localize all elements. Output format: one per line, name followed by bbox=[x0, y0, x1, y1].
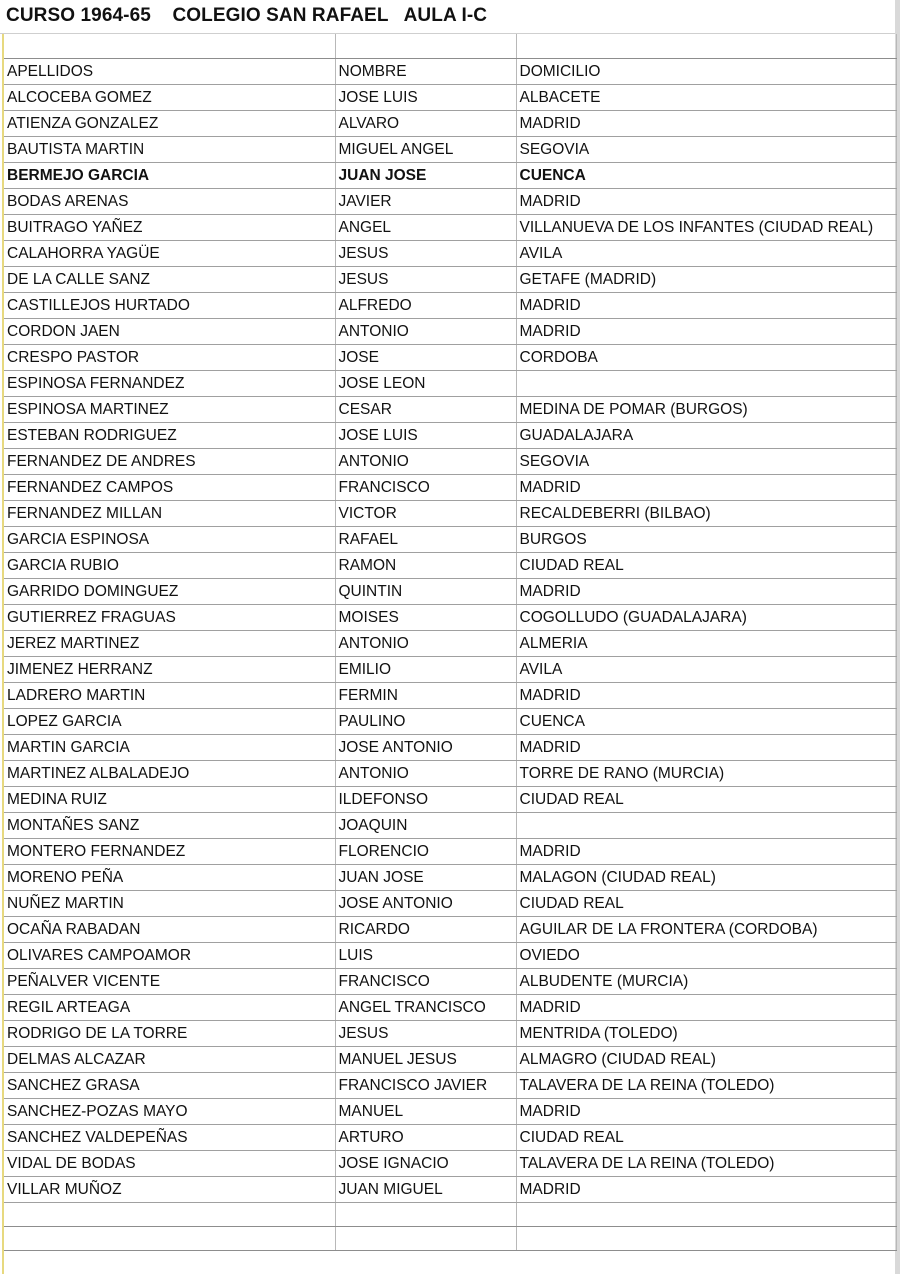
sheet-title-bar bbox=[0, 0, 900, 34]
apellidos-cell[interactable]: GUTIERREZ FRAGUAS bbox=[4, 604, 335, 630]
nombre-cell[interactable]: LUIS bbox=[335, 942, 516, 968]
nombre-cell[interactable]: FLORENCIO bbox=[335, 838, 516, 864]
table-row bbox=[4, 656, 896, 682]
domicilio-cell[interactable]: ALBUDENTE (MURCIA) bbox=[516, 968, 896, 994]
apellidos-cell[interactable]: VILLAR MUÑOZ bbox=[4, 1176, 335, 1202]
table-row bbox=[4, 188, 896, 214]
domicilio-cell[interactable]: MADRID bbox=[516, 682, 896, 708]
table-row bbox=[4, 240, 896, 266]
nombre-cell[interactable]: EMILIO bbox=[335, 656, 516, 682]
nombre-cell[interactable]: RICARDO bbox=[335, 916, 516, 942]
domicilio-cell[interactable]: MADRID bbox=[516, 292, 896, 318]
domicilio-cell[interactable] bbox=[516, 370, 896, 396]
apellidos-cell[interactable]: CORDON JAEN bbox=[4, 318, 335, 344]
table-row bbox=[4, 1176, 896, 1202]
table-row bbox=[4, 1072, 896, 1098]
student-table bbox=[4, 34, 897, 1251]
domicilio-cell[interactable]: CIUDAD REAL bbox=[516, 1124, 896, 1150]
domicilio-cell[interactable]: TALAVERA DE LA REINA (TOLEDO) bbox=[516, 1150, 896, 1176]
empty-cell[interactable] bbox=[335, 1202, 516, 1226]
table-row bbox=[4, 552, 896, 578]
nombre-cell[interactable]: JUAN JOSE bbox=[335, 864, 516, 890]
apellidos-cell[interactable]: REGIL ARTEAGA bbox=[4, 994, 335, 1020]
table-row bbox=[4, 1020, 896, 1046]
apellidos-cell[interactable]: SANCHEZ GRASA bbox=[4, 1072, 335, 1098]
nombre-cell[interactable]: JUAN JOSE bbox=[335, 162, 516, 188]
apellidos-cell[interactable]: MORENO PEÑA bbox=[4, 864, 335, 890]
nombre-cell[interactable]: JOSE LEON bbox=[335, 370, 516, 396]
nombre-cell[interactable]: ANTONIO bbox=[335, 760, 516, 786]
apellidos-cell[interactable]: GARCIA RUBIO bbox=[4, 552, 335, 578]
domicilio-cell[interactable]: COGOLLUDO (GUADALAJARA) bbox=[516, 604, 896, 630]
apellidos-cell[interactable]: BERMEJO GARCIA bbox=[4, 162, 335, 188]
domicilio-cell[interactable]: AVILA bbox=[516, 656, 896, 682]
nombre-cell[interactable]: VICTOR bbox=[335, 500, 516, 526]
domicilio-cell[interactable]: MADRID bbox=[516, 1098, 896, 1124]
nombre-cell[interactable]: ANGEL bbox=[335, 214, 516, 240]
table-row bbox=[4, 1124, 896, 1150]
nombre-cell[interactable]: JESUS bbox=[335, 266, 516, 292]
domicilio-cell[interactable]: MADRID bbox=[516, 110, 896, 136]
apellidos-cell[interactable]: JEREZ MARTINEZ bbox=[4, 630, 335, 656]
apellidos-cell[interactable]: JIMENEZ HERRANZ bbox=[4, 656, 335, 682]
apellidos-cell[interactable]: BUITRAGO YAÑEZ bbox=[4, 214, 335, 240]
student-table-body bbox=[4, 34, 896, 1250]
apellidos-cell[interactable]: DE LA CALLE SANZ bbox=[4, 266, 335, 292]
domicilio-cell[interactable]: AVILA bbox=[516, 240, 896, 266]
table-row bbox=[4, 136, 896, 162]
table-row bbox=[4, 734, 896, 760]
apellidos-cell[interactable]: MONTERO FERNANDEZ bbox=[4, 838, 335, 864]
empty-cell[interactable] bbox=[335, 1226, 516, 1250]
table-row bbox=[4, 1098, 896, 1124]
apellidos-cell[interactable]: BODAS ARENAS bbox=[4, 188, 335, 214]
nombre-cell[interactable]: MANUEL JESUS bbox=[335, 1046, 516, 1072]
domicilio-cell[interactable]: CUENCA bbox=[516, 708, 896, 734]
domicilio-cell[interactable]: ALMAGRO (CIUDAD REAL) bbox=[516, 1046, 896, 1072]
table-row bbox=[4, 890, 896, 916]
table-row bbox=[4, 474, 896, 500]
domicilio-cell[interactable]: ALBACETE bbox=[516, 84, 896, 110]
domicilio-cell[interactable]: CUENCA bbox=[516, 162, 896, 188]
domicilio-cell[interactable]: CIUDAD REAL bbox=[516, 786, 896, 812]
nombre-cell[interactable]: ANTONIO bbox=[335, 630, 516, 656]
apellidos-cell[interactable]: ESPINOSA MARTINEZ bbox=[4, 396, 335, 422]
empty-cell[interactable] bbox=[516, 1202, 896, 1226]
domicilio-cell[interactable]: OVIEDO bbox=[516, 942, 896, 968]
nombre-cell[interactable]: PAULINO bbox=[335, 708, 516, 734]
domicilio-cell[interactable]: SEGOVIA bbox=[516, 136, 896, 162]
apellidos-cell[interactable]: SANCHEZ VALDEPEÑAS bbox=[4, 1124, 335, 1150]
domicilio-cell[interactable]: MENTRIDA (TOLEDO) bbox=[516, 1020, 896, 1046]
apellidos-cell[interactable]: OCAÑA RABADAN bbox=[4, 916, 335, 942]
apellidos-cell[interactable]: LADRERO MARTIN bbox=[4, 682, 335, 708]
nombre-cell[interactable]: CESAR bbox=[335, 396, 516, 422]
nombre-cell[interactable]: FRANCISCO bbox=[335, 968, 516, 994]
table-row bbox=[4, 864, 896, 890]
table-row bbox=[4, 812, 896, 838]
nombre-cell[interactable]: JOAQUIN bbox=[335, 812, 516, 838]
table-row bbox=[4, 292, 896, 318]
apellidos-cell[interactable]: MEDINA RUIZ bbox=[4, 786, 335, 812]
apellidos-cell[interactable]: ATIENZA GONZALEZ bbox=[4, 110, 335, 136]
domicilio-cell[interactable]: TORRE DE RANO (MURCIA) bbox=[516, 760, 896, 786]
table-row bbox=[4, 916, 896, 942]
apellidos-cell[interactable]: DELMAS ALCAZAR bbox=[4, 1046, 335, 1072]
table-row bbox=[4, 604, 896, 630]
empty-cell[interactable] bbox=[4, 1226, 335, 1250]
nombre-cell[interactable]: JOSE bbox=[335, 344, 516, 370]
nombre-cell[interactable]: MOISES bbox=[335, 604, 516, 630]
nombre-cell[interactable]: RAMON bbox=[335, 552, 516, 578]
domicilio-cell[interactable]: MADRID bbox=[516, 188, 896, 214]
nombre-cell[interactable]: JAVIER bbox=[335, 188, 516, 214]
table-row bbox=[4, 968, 896, 994]
table-row bbox=[4, 110, 896, 136]
apellidos-cell[interactable]: RODRIGO DE LA TORRE bbox=[4, 1020, 335, 1046]
apellidos-cell[interactable]: GARRIDO DOMINGUEZ bbox=[4, 578, 335, 604]
apellidos-cell[interactable]: CALAHORRA YAGÜE bbox=[4, 240, 335, 266]
domicilio-cell[interactable]: MADRID bbox=[516, 318, 896, 344]
domicilio-cell[interactable]: SEGOVIA bbox=[516, 448, 896, 474]
apellidos-cell[interactable]: VIDAL DE BODAS bbox=[4, 1150, 335, 1176]
apellidos-cell[interactable]: NUÑEZ MARTIN bbox=[4, 890, 335, 916]
apellidos-cell[interactable]: OLIVARES CAMPOAMOR bbox=[4, 942, 335, 968]
nombre-cell[interactable]: FERMIN bbox=[335, 682, 516, 708]
nombre-cell[interactable]: JOSE LUIS bbox=[335, 84, 516, 110]
table-row bbox=[4, 942, 896, 968]
nombre-cell[interactable]: ARTURO bbox=[335, 1124, 516, 1150]
table-row bbox=[4, 344, 896, 370]
domicilio-cell[interactable] bbox=[516, 812, 896, 838]
domicilio-cell[interactable]: BURGOS bbox=[516, 526, 896, 552]
table-row bbox=[4, 162, 896, 188]
domicilio-cell[interactable]: AGUILAR DE LA FRONTERA (CORDOBA) bbox=[516, 916, 896, 942]
table-row bbox=[4, 1046, 896, 1072]
empty-cell[interactable] bbox=[4, 34, 335, 58]
nombre-cell[interactable]: ILDEFONSO bbox=[335, 786, 516, 812]
empty-row bbox=[4, 34, 896, 58]
nombre-cell[interactable]: FRANCISCO JAVIER bbox=[335, 1072, 516, 1098]
table-row bbox=[4, 84, 896, 110]
domicilio-cell[interactable]: MADRID bbox=[516, 734, 896, 760]
domicilio-cell[interactable]: CIUDAD REAL bbox=[516, 890, 896, 916]
domicilio-cell[interactable]: CORDOBA bbox=[516, 344, 896, 370]
domicilio-cell[interactable]: GETAFE (MADRID) bbox=[516, 266, 896, 292]
table-row bbox=[4, 318, 896, 344]
domicilio-cell[interactable]: TALAVERA DE LA REINA (TOLEDO) bbox=[516, 1072, 896, 1098]
table-row bbox=[4, 682, 896, 708]
empty-row bbox=[4, 1202, 896, 1226]
empty-cell[interactable] bbox=[516, 1226, 896, 1250]
empty-cell[interactable] bbox=[516, 34, 896, 58]
apellidos-cell[interactable]: CRESPO PASTOR bbox=[4, 344, 335, 370]
domicilio-cell[interactable]: GUADALAJARA bbox=[516, 422, 896, 448]
table-row bbox=[4, 370, 896, 396]
empty-cell[interactable] bbox=[335, 34, 516, 58]
apellidos-cell[interactable]: ESPINOSA FERNANDEZ bbox=[4, 370, 335, 396]
apellidos-cell[interactable]: PEÑALVER VICENTE bbox=[4, 968, 335, 994]
header-row bbox=[4, 58, 896, 84]
table-row bbox=[4, 578, 896, 604]
apellidos-cell[interactable]: GARCIA ESPINOSA bbox=[4, 526, 335, 552]
apellidos-cell[interactable]: ESTEBAN RODRIGUEZ bbox=[4, 422, 335, 448]
nombre-cell[interactable]: JOSE ANTONIO bbox=[335, 734, 516, 760]
nombre-cell[interactable]: JESUS bbox=[335, 1020, 516, 1046]
table-row bbox=[4, 708, 896, 734]
table-row bbox=[4, 396, 896, 422]
domicilio-cell[interactable]: RECALDEBERRI (BILBAO) bbox=[516, 500, 896, 526]
table-row bbox=[4, 760, 896, 786]
nombre-cell[interactable]: ANTONIO bbox=[335, 318, 516, 344]
table-row bbox=[4, 448, 896, 474]
apellidos-cell[interactable]: BAUTISTA MARTIN bbox=[4, 136, 335, 162]
nombre-cell[interactable]: JOSE ANTONIO bbox=[335, 890, 516, 916]
nombre-cell[interactable]: MANUEL bbox=[335, 1098, 516, 1124]
apellidos-cell[interactable]: FERNANDEZ DE ANDRES bbox=[4, 448, 335, 474]
nombre-cell[interactable]: RAFAEL bbox=[335, 526, 516, 552]
nombre-cell[interactable]: QUINTIN bbox=[335, 578, 516, 604]
nombre-cell[interactable]: ALVARO bbox=[335, 110, 516, 136]
table-row bbox=[4, 214, 896, 240]
apellidos-cell[interactable]: CASTILLEJOS HURTADO bbox=[4, 292, 335, 318]
nombre-cell[interactable]: MIGUEL ANGEL bbox=[335, 136, 516, 162]
apellidos-cell[interactable]: FERNANDEZ CAMPOS bbox=[4, 474, 335, 500]
empty-cell[interactable] bbox=[4, 1202, 335, 1226]
nombre-cell[interactable]: ALFREDO bbox=[335, 292, 516, 318]
apellidos-cell[interactable]: LOPEZ GARCIA bbox=[4, 708, 335, 734]
apellidos-cell[interactable]: SANCHEZ-POZAS MAYO bbox=[4, 1098, 335, 1124]
table-row bbox=[4, 630, 896, 656]
apellidos-cell[interactable]: ALCOCEBA GOMEZ bbox=[4, 84, 335, 110]
table-row bbox=[4, 266, 896, 292]
header-domicilio[interactable]: DOMICILIO bbox=[516, 58, 896, 84]
domicilio-cell[interactable]: MADRID bbox=[516, 1176, 896, 1202]
nombre-cell[interactable]: FRANCISCO bbox=[335, 474, 516, 500]
apellidos-cell[interactable]: MONTAÑES SANZ bbox=[4, 812, 335, 838]
domicilio-cell[interactable]: ALMERIA bbox=[516, 630, 896, 656]
nombre-cell[interactable]: JUAN MIGUEL bbox=[335, 1176, 516, 1202]
nombre-cell[interactable]: ANTONIO bbox=[335, 448, 516, 474]
nombre-cell[interactable]: JOSE LUIS bbox=[335, 422, 516, 448]
empty-row bbox=[4, 1226, 896, 1250]
domicilio-cell[interactable]: MADRID bbox=[516, 578, 896, 604]
table-row bbox=[4, 786, 896, 812]
apellidos-cell[interactable]: MARTIN GARCIA bbox=[4, 734, 335, 760]
domicilio-cell[interactable]: MADRID bbox=[516, 994, 896, 1020]
nombre-cell[interactable]: ANGEL TRANCISCO bbox=[335, 994, 516, 1020]
domicilio-cell[interactable]: VILLANUEVA DE LOS INFANTES (CIUDAD REAL) bbox=[516, 214, 896, 240]
domicilio-cell[interactable]: MADRID bbox=[516, 838, 896, 864]
nombre-cell[interactable]: JESUS bbox=[335, 240, 516, 266]
nombre-cell[interactable]: JOSE IGNACIO bbox=[335, 1150, 516, 1176]
sheet-title: CURSO 1964-65 COLEGIO SAN RAFAEL AULA I-C bbox=[6, 5, 488, 26]
table-row bbox=[4, 500, 896, 526]
domicilio-cell[interactable]: MEDINA DE POMAR (BURGOS) bbox=[516, 396, 896, 422]
apellidos-cell[interactable]: FERNANDEZ MILLAN bbox=[4, 500, 335, 526]
table-row bbox=[4, 1150, 896, 1176]
domicilio-cell[interactable]: CIUDAD REAL bbox=[516, 552, 896, 578]
table-row bbox=[4, 838, 896, 864]
header-nombre[interactable]: NOMBRE bbox=[335, 58, 516, 84]
table-row bbox=[4, 422, 896, 448]
apellidos-cell[interactable]: MARTINEZ ALBALADEJO bbox=[4, 760, 335, 786]
table-row bbox=[4, 994, 896, 1020]
domicilio-cell[interactable]: MALAGON (CIUDAD REAL) bbox=[516, 864, 896, 890]
domicilio-cell[interactable]: MADRID bbox=[516, 474, 896, 500]
header-apellidos[interactable]: APELLIDOS bbox=[4, 58, 335, 84]
table-row bbox=[4, 526, 896, 552]
